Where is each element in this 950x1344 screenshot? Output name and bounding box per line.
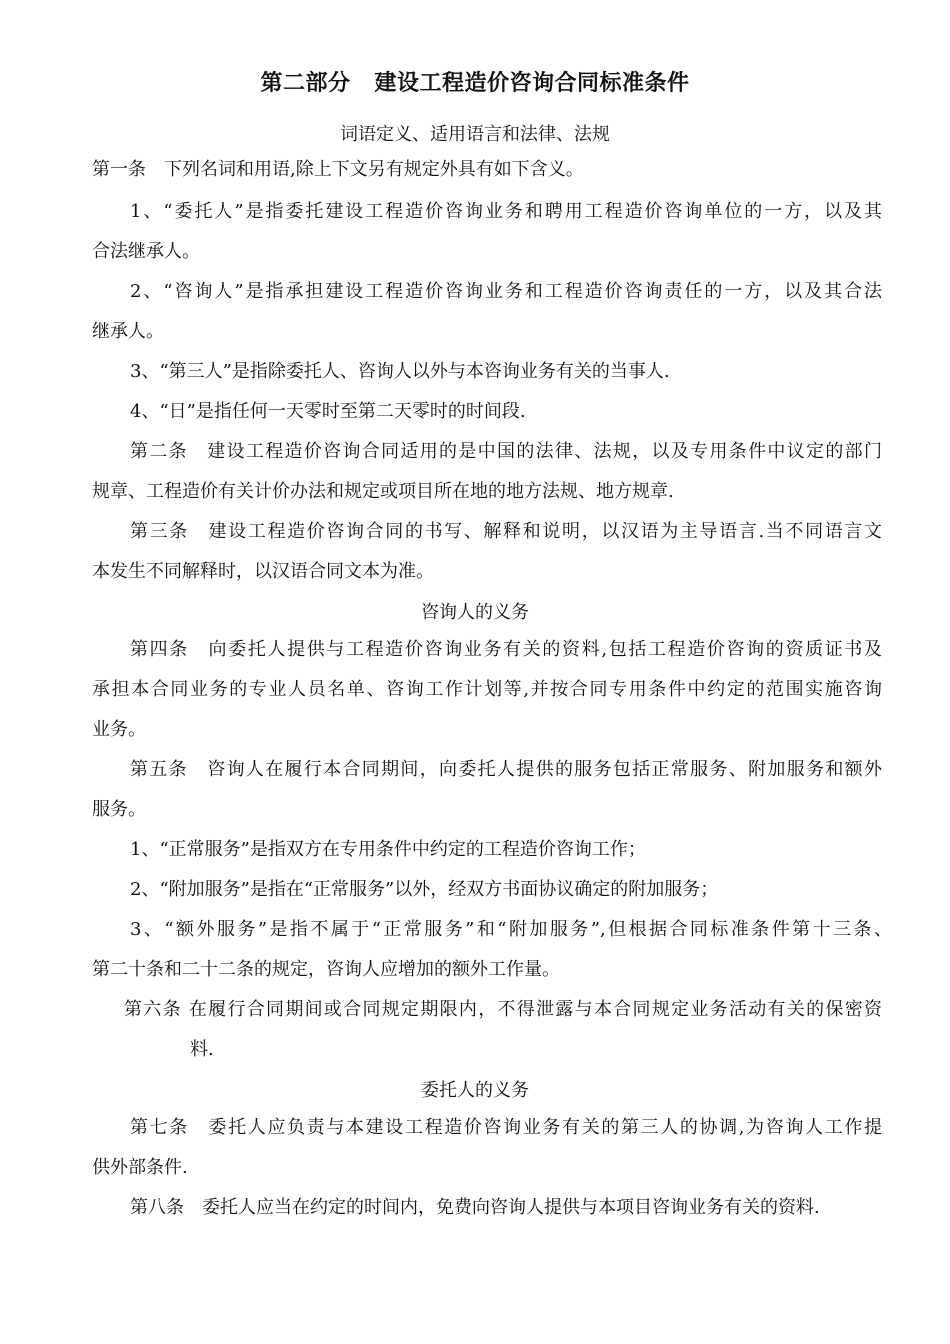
article-7-line-1: 第七条 委托人应负责与本建设工程造价咨询业务有关的第三人的协调,为咨询人工作提 xyxy=(130,1117,882,1138)
service-3-line-2: 第二十条和二十二条的规定，咨询人应增加的额外工作量。 xyxy=(92,959,560,980)
section-heading-client-duties: 委托人的义务 xyxy=(421,1080,529,1101)
article-4-line-2: 承担本合同业务的专业人员名单、咨询工作计划等,并按合同专用条件中约定的范围实施咨询 xyxy=(92,679,882,700)
definition-2-line-2: 继承人。 xyxy=(92,321,164,342)
definition-4: 4、“日”是指任何一天零时至第二天零时的时间段. xyxy=(130,401,526,422)
section-heading-consultant-duties: 咨询人的义务 xyxy=(421,602,529,623)
article-5-line-1: 第五条 咨询人在履行本合同期间，向委托人提供的服务包括正常服务、附加服务和额外 xyxy=(130,759,882,780)
definition-3: 3、“第三人”是指除委托人、咨询人以外与本咨询业务有关的当事人. xyxy=(130,361,670,382)
article-6-line-2: 料. xyxy=(190,1039,214,1060)
definition-2-line-1: 2、“咨询人”是指承担建设工程造价咨询业务和工程造价咨询责任的一方，以及其合法 xyxy=(130,281,882,302)
article-3-line-2: 本发生不同解释时，以汉语合同文本为准。 xyxy=(92,561,434,582)
article-4-line-1: 第四条 向委托人提供与工程造价咨询业务有关的资料,包括工程造价咨询的资质证书及 xyxy=(130,639,882,660)
article-7-line-2: 供外部条件. xyxy=(92,1157,188,1178)
title-part: 第二部分 xyxy=(260,71,351,96)
service-1: 1、“正常服务”是指双方在专用条件中约定的工程造价咨询工作； xyxy=(130,839,646,860)
article-5-line-2: 服务。 xyxy=(92,799,146,820)
document-title xyxy=(0,66,950,97)
service-3-line-1: 3、“额外服务”是指不属于“正常服务”和“附加服务”,但根据合同标准条件第十三条、 xyxy=(130,919,892,940)
definition-1-line-1: 1、“委托人”是指委托建设工程造价咨询业务和聘用工程造价咨询单位的一方，以及其 xyxy=(130,201,882,222)
article-1-intro: 第一条 下列名词和用语,除上下文另有规定外具有如下含义。 xyxy=(92,159,584,180)
service-2: 2、“附加服务”是指在“正常服务”以外，经双方书面协议确定的附加服务； xyxy=(130,879,719,900)
article-2-line-1: 第二条 建设工程造价咨询合同适用的是中国的法律、法规，以及专用条件中议定的部门 xyxy=(130,441,882,462)
article-8: 第八条 委托人应当在约定的时间内，免费向咨询人提供与本项目咨询业务有关的资料. xyxy=(130,1197,820,1218)
article-3-line-1: 第三条 建设工程造价咨询合同的书写、解释和说明，以汉语为主导语言.当不同语言文 xyxy=(130,521,882,542)
article-4-line-3: 业务。 xyxy=(92,719,146,740)
article-6-line-1: 第六条 在履行合同期间或合同规定期限内，不得泄露与本合同规定业务活动有关的保密资 xyxy=(124,999,882,1020)
section-heading-definitions: 词语定义、适用语言和法律、法规 xyxy=(340,124,610,145)
definition-1-line-2: 合法继承人。 xyxy=(92,241,200,262)
article-2-line-2: 规章、工程造价有关计价办法和规定或项目所在地的地方法规、地方规章. xyxy=(92,481,674,502)
title-text: 建设工程造价咨询合同标准条件 xyxy=(374,71,690,96)
